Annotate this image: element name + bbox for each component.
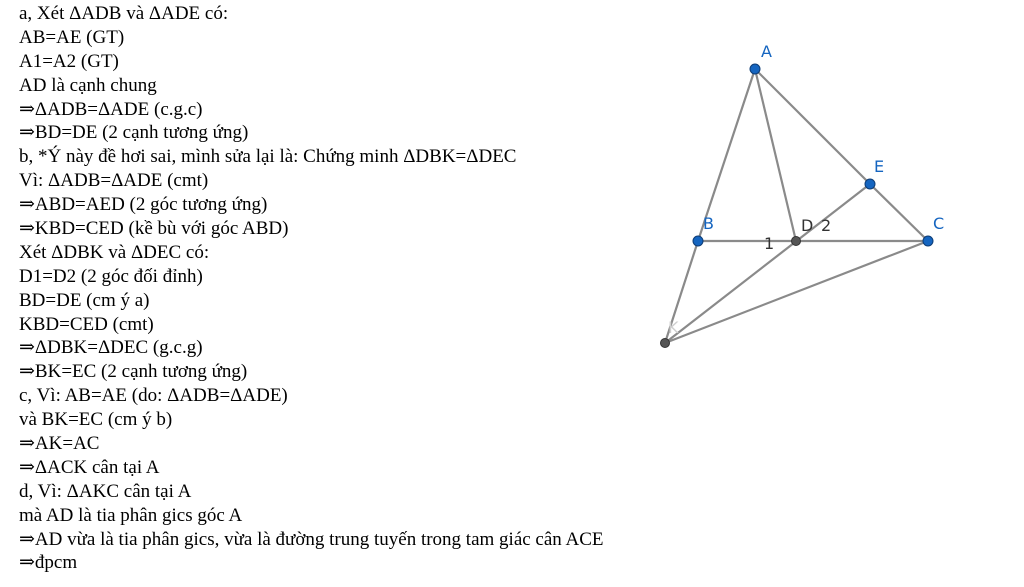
- label-b: B: [703, 214, 714, 233]
- solution-line: mà AD là tia phân gics góc A: [19, 504, 243, 526]
- segment-ad: [755, 69, 796, 241]
- segment-ec: [870, 184, 928, 241]
- label-d: D: [801, 216, 814, 235]
- solution-line: d, Vì: ΔAKC cân tại A: [19, 480, 192, 502]
- solution-line: ⇒đpcm: [19, 552, 78, 574]
- solution-line: KBD=CED (cmt): [19, 313, 154, 335]
- label-e: E: [874, 157, 885, 176]
- solution-line: và BK=EC (cm ý b): [19, 409, 173, 431]
- label-a: A: [761, 42, 772, 61]
- geometry-figure-svg: [640, 30, 960, 360]
- solution-text: [19, 2, 699, 575]
- solution-line: Vì: ΔADB=ΔADE (cmt): [19, 170, 209, 192]
- point-b: [693, 236, 703, 246]
- solution-line: ⇒ΔDBK=ΔDEC (g.c.g): [19, 337, 203, 359]
- solution-line: ⇒BD=DE (2 cạnh tương ứng): [19, 122, 249, 144]
- label-c: C: [933, 214, 945, 233]
- point-d: [792, 237, 801, 246]
- point-e: [865, 179, 875, 189]
- solution-line: Xét ΔDBK và ΔDEC có:: [19, 241, 210, 263]
- point-a: [750, 64, 760, 74]
- solution-line: D1=D2 (2 góc đối đỉnh): [19, 265, 203, 287]
- solution-line: a, Xét ΔADB và ΔADE có:: [19, 3, 229, 24]
- point-k: [661, 339, 670, 348]
- solution-line: ⇒ΔADB=ΔADE (c.g.c): [19, 98, 203, 120]
- segment-ae: [755, 69, 870, 184]
- solution-line: c, Vì: AB=AE (do: ΔADB=ΔADE): [19, 385, 288, 407]
- solution-line: ⇒AK=AC: [19, 433, 100, 455]
- solution-line: ⇒KBD=CED (kề bù với góc ABD): [19, 218, 289, 240]
- angle-label-1: 1: [764, 234, 775, 253]
- solution-line: AB=AE (GT): [19, 26, 125, 48]
- segment-ek: [665, 184, 870, 343]
- solution-line: AD là cạnh chung: [19, 74, 157, 96]
- solution-line: ⇒BK=EC (2 cạnh tương ứng): [19, 361, 248, 383]
- segment-kc: [665, 241, 928, 343]
- label-k: K: [668, 318, 679, 337]
- solution-line: ⇒ABD=AED (2 góc tương ứng): [19, 194, 268, 216]
- geometry-figure: [640, 30, 960, 360]
- solution-line: BD=DE (cm ý a): [19, 289, 150, 311]
- point-c: [923, 236, 933, 246]
- solution-line: A1=A2 (GT): [19, 50, 119, 72]
- angle-label-2: 2: [821, 216, 832, 235]
- solution-line: ⇒AD vừa là tia phân gics, vừa là đường trung tuyến trong tam giác cân ACE: [19, 528, 604, 550]
- solution-line: b, *Ý này đề hơi sai, mình sửa lại là: Chứng minh ΔDBK=ΔDEC: [19, 146, 517, 168]
- solution-line: ⇒ΔACK cân tại A: [19, 456, 160, 478]
